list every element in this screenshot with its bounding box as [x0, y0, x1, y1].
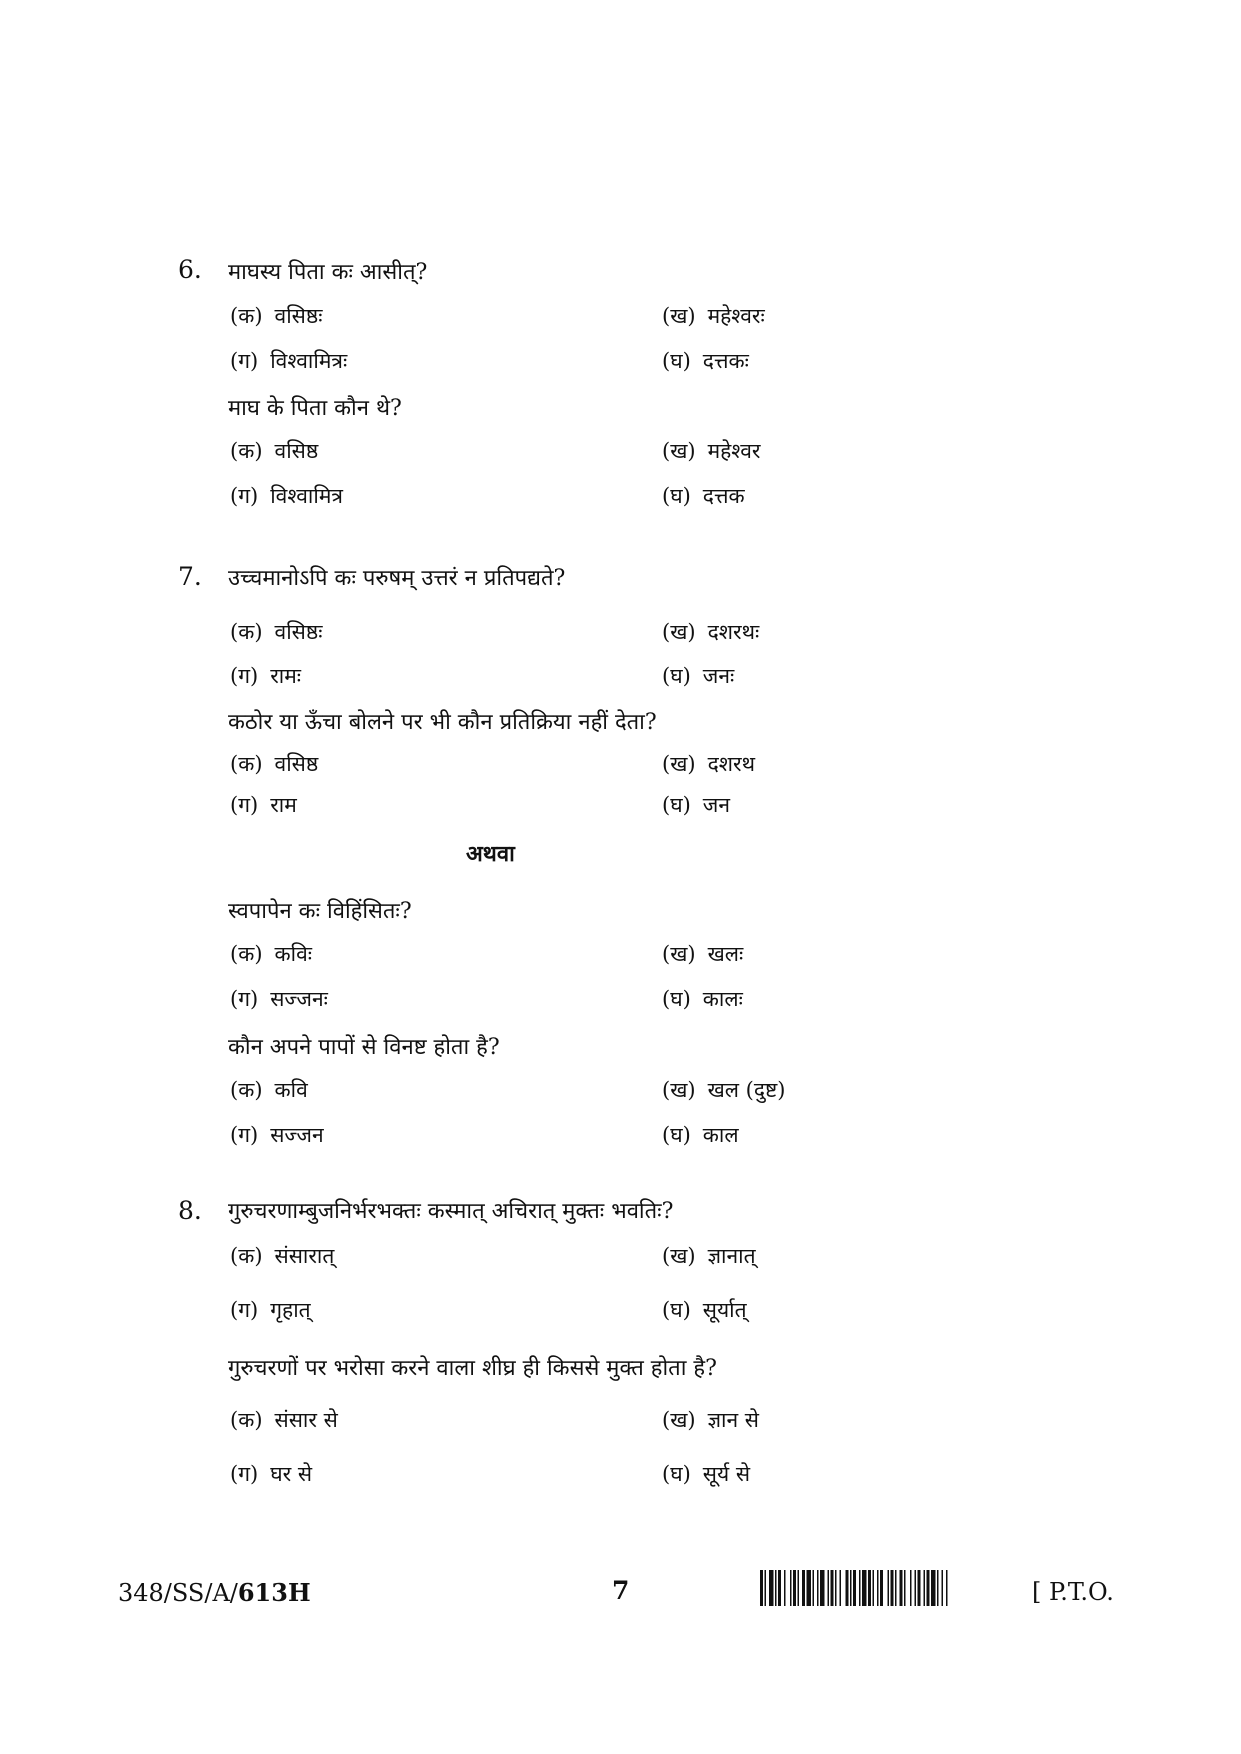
option-label: (घ) [662, 1123, 691, 1147]
option [662, 1406, 759, 1434]
option [230, 940, 312, 968]
option-label: (ख) [662, 620, 696, 644]
paper-code-suffix: 613H [237, 1578, 311, 1607]
option-text: विश्वामित्र [270, 484, 343, 508]
question-number: 6. [178, 255, 202, 284]
option-text: वसिष्ठः [274, 620, 323, 644]
option [230, 302, 322, 330]
option-label: (घ) [662, 793, 691, 817]
option-label: (घ) [662, 349, 691, 373]
option [230, 1460, 312, 1488]
option [662, 940, 743, 968]
option [662, 1460, 750, 1488]
option-label: (ग) [230, 793, 259, 817]
option-text: वसिष्ठ [274, 752, 319, 776]
pto-label: [ P.T.O. [1032, 1578, 1114, 1606]
question-text-hindi: गुरुचरणों पर भरोसा करने वाला शीघ्र ही किससे मुक्त होता है? [228, 1356, 717, 1381]
option-label: (ख) [662, 942, 696, 966]
option-label: (ग) [230, 1123, 259, 1147]
option-label: (क) [230, 752, 263, 776]
option-text: कालः [702, 987, 743, 1011]
option [662, 791, 730, 819]
question-text-hindi: कठोर या ऊँचा बोलने पर भी कौन प्रतिक्रिया नहीं देता? [228, 710, 657, 735]
option [662, 482, 745, 510]
option-label: (क) [230, 1408, 263, 1432]
option-text: काल [702, 1123, 739, 1147]
page-number: 7 [612, 1576, 630, 1605]
option-label: (ग) [230, 484, 259, 508]
option [662, 618, 759, 646]
option-label: (घ) [662, 484, 691, 508]
option-text: रामः [270, 664, 302, 688]
option [230, 482, 343, 510]
option [230, 662, 301, 690]
option-label: (क) [230, 439, 263, 463]
option-text: कवि [274, 1078, 308, 1102]
option-label: (ग) [230, 664, 259, 688]
paper-code [118, 1578, 311, 1607]
option-text: जनः [702, 664, 735, 688]
option-label: (ख) [662, 1078, 696, 1102]
option [230, 750, 318, 778]
option-label: (क) [230, 304, 263, 328]
option [230, 1076, 308, 1104]
or-separator: अथवा [466, 841, 515, 867]
question-number: 7. [178, 562, 202, 591]
question-text: गुरुचरणाम्बुजनिर्भरभक्तः कस्मात् अचिरात् मुक्तः भवतिः? [228, 1199, 674, 1224]
option [662, 985, 743, 1013]
option [662, 347, 749, 375]
option-text: संसार से [274, 1408, 338, 1432]
option [230, 985, 328, 1013]
option [662, 1242, 756, 1270]
option-label: (क) [230, 942, 263, 966]
option-text: सूर्य से [702, 1462, 751, 1486]
option [230, 618, 322, 646]
option-text: ज्ञान से [707, 1408, 760, 1432]
option-text: सूर्यात् [702, 1298, 747, 1322]
option [230, 1406, 338, 1434]
option-label: (ग) [230, 1298, 259, 1322]
option-text: सज्जन [270, 1123, 324, 1147]
option [230, 1242, 334, 1270]
option [662, 750, 755, 778]
option-text: विश्वामित्रः [270, 349, 348, 373]
option [662, 1076, 785, 1104]
option [230, 1296, 311, 1324]
option-label: (घ) [662, 1462, 691, 1486]
option-text: दत्तकः [702, 349, 749, 373]
question-text-alt: स्वपापेन कः विहिंसितः? [228, 899, 412, 924]
option-text: घर से [270, 1462, 313, 1486]
option [230, 791, 297, 819]
paper-code-prefix: 348/SS/A/ [118, 1579, 238, 1607]
option [230, 437, 318, 465]
option-text: महेश्वरः [707, 304, 765, 328]
option-label: (घ) [662, 1298, 691, 1322]
option-label: (घ) [662, 987, 691, 1011]
question-text-alt-hindi: कौन अपने पापों से विनष्ट होता है? [228, 1035, 500, 1060]
option-label: (ग) [230, 1462, 259, 1486]
option-label: (ख) [662, 439, 696, 463]
question-text: माघस्य पिता कः आसीत्? [228, 260, 428, 285]
option [662, 302, 765, 330]
question-number: 8. [178, 1196, 202, 1225]
option-text: वसिष्ठः [274, 304, 323, 328]
option [662, 662, 734, 690]
option-text: महेश्वर [707, 439, 761, 463]
option [230, 347, 347, 375]
option [230, 1121, 324, 1149]
option-text: दशरथः [707, 620, 760, 644]
option-text: दशरथ [707, 752, 756, 776]
option-text: संसारात् [274, 1244, 335, 1268]
option-text: सज्जनः [270, 987, 328, 1011]
option-label: (ख) [662, 1244, 696, 1268]
option-text: वसिष्ठ [274, 439, 319, 463]
option-text: खलः [707, 942, 744, 966]
option-label: (क) [230, 1078, 263, 1102]
option-label: (ख) [662, 1408, 696, 1432]
option [662, 1296, 747, 1324]
option-label: (ख) [662, 304, 696, 328]
barcode [760, 1570, 1018, 1606]
option-text: राम [270, 793, 297, 817]
option-label: (ग) [230, 987, 259, 1011]
option-label: (क) [230, 1244, 263, 1268]
question-text-hindi: माघ के पिता कौन थे? [228, 396, 402, 421]
option-label: (घ) [662, 664, 691, 688]
option-label: (ख) [662, 752, 696, 776]
option-text: जन [702, 793, 731, 817]
option-text: खल (दुष्ट) [707, 1078, 786, 1102]
option-label: (ग) [230, 349, 259, 373]
option-text: कविः [274, 942, 313, 966]
question-text: उच्चमानोऽपि कः परुषम् उत्तरं न प्रतिपद्यते? [228, 566, 566, 591]
option-text: दत्तक [702, 484, 745, 508]
option [662, 437, 760, 465]
option-label: (क) [230, 620, 263, 644]
option-text: गृहात् [270, 1298, 311, 1322]
option [662, 1121, 739, 1149]
option-text: ज्ञानात् [707, 1244, 756, 1268]
